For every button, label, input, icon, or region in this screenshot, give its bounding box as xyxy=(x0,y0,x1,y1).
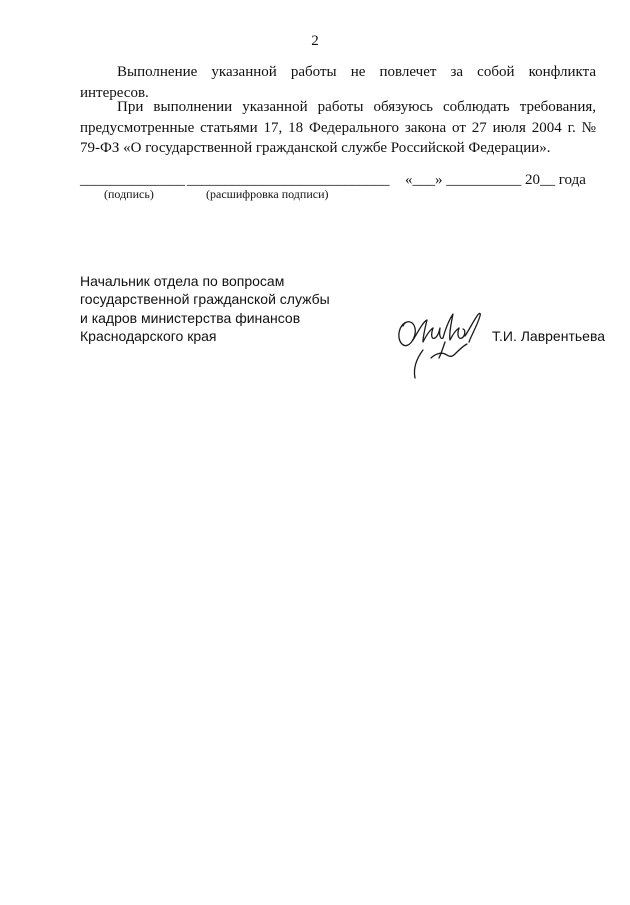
date-blank-line: «___» __________ 20__ года xyxy=(405,172,586,188)
signer-name: Т.И. Лаврентьева xyxy=(492,328,606,344)
signature-blank-line: ______________ xyxy=(80,172,185,188)
obligation-paragraph: При выполнении указанной работы обязуюсь соблюдать требования, предусмотренные статьями 17, 18 Федерального закона от 27 июля 2004 г. № 79-ФЗ «О государственной гражданской службе Российской Федерации». xyxy=(80,99,596,156)
signature-decoding-blank-line: ___________________________ xyxy=(187,172,390,188)
signer-position-line: и кадров министерства финансов xyxy=(80,309,301,326)
signer-position-line: Начальник отдела по вопросам xyxy=(80,273,285,289)
handwritten-signature-icon xyxy=(393,300,488,382)
page-number: 2 xyxy=(311,33,319,49)
signer-position-line: Краснодарского края xyxy=(80,327,217,344)
conflict-of-interest-paragraph: Выполнение указанной работы не повлечет за собой конфликта интересов. xyxy=(80,64,596,101)
signature-caption: (подпись) xyxy=(104,187,154,201)
signer-position-line: государственной гражданской службы xyxy=(80,291,330,308)
signer-position-block xyxy=(80,272,330,345)
signature-decoding-caption: (расшифровка подписи) xyxy=(206,187,329,201)
